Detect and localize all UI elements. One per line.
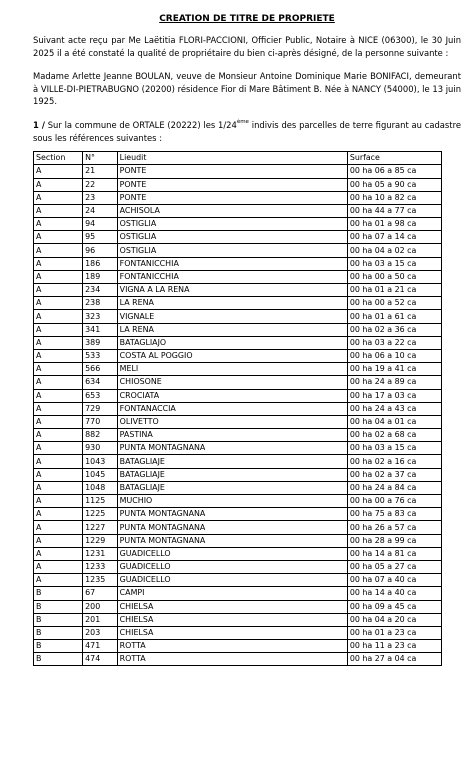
cell-surface: 00 ha 04 a 02 ca xyxy=(347,244,441,257)
document-title: CREATION DE TITRE DE PROPRIETE xyxy=(159,14,335,24)
table-row xyxy=(34,178,442,191)
header-surface: Surface xyxy=(347,152,441,165)
cell-surface: 00 ha 00 a 52 ca xyxy=(347,297,441,310)
cell-number: 23 xyxy=(83,191,118,204)
cell-lieudit: OSTIGLIA xyxy=(117,244,347,257)
table-row xyxy=(34,653,442,666)
cell-number: 67 xyxy=(83,587,118,600)
table-row xyxy=(34,547,442,560)
cell-lieudit: PUNTA MONTAGNANA xyxy=(117,442,347,455)
cell-lieudit: COSTA AL POGGIO xyxy=(117,349,347,362)
cell-lieudit: OSTIGLIA xyxy=(117,218,347,231)
cell-surface: 00 ha 75 a 83 ca xyxy=(347,508,441,521)
cell-section: A xyxy=(34,521,83,534)
cell-number: 729 xyxy=(83,402,118,415)
cell-section: A xyxy=(34,218,83,231)
table-row xyxy=(34,402,442,415)
cell-section: A xyxy=(34,204,83,217)
parcels-intro-text-a: Sur la commune de ORTALE (20222) les 1/24 xyxy=(44,119,237,130)
ordinal-superscript: ème xyxy=(236,118,249,125)
cell-lieudit: MELI xyxy=(117,363,347,376)
cell-surface: 00 ha 17 a 03 ca xyxy=(347,389,441,402)
cell-lieudit: BATAGLIAJO xyxy=(117,336,347,349)
cell-surface: 00 ha 14 a 81 ca xyxy=(347,547,441,560)
table-row xyxy=(34,389,442,402)
cell-section: A xyxy=(34,376,83,389)
deed-intro-paragraph: Suivant acte reçu par Me Laëtitia FLORI-PACCIONI, Officier Public, Notaire à NICE (06300), le 30 Juin 2025 il a été constaté la qualité de propriétaire du bien ci-après désigné, de la personne suivante : xyxy=(33,35,461,58)
cell-surface: 00 ha 24 a 43 ca xyxy=(347,402,441,415)
cell-section: A xyxy=(34,165,83,178)
cadastre-table xyxy=(33,151,442,666)
header-lieudit: Lieudit xyxy=(117,152,347,165)
table-row xyxy=(34,455,442,468)
cell-lieudit: CROCIATA xyxy=(117,389,347,402)
table-row xyxy=(34,640,442,653)
cell-lieudit: GUADICELLO xyxy=(117,547,347,560)
cell-lieudit: CHIOSONE xyxy=(117,376,347,389)
cell-surface: 00 ha 27 a 04 ca xyxy=(347,653,441,666)
cell-section: A xyxy=(34,389,83,402)
cell-surface: 00 ha 00 a 50 ca xyxy=(347,270,441,283)
cell-section: A xyxy=(34,310,83,323)
table-row xyxy=(34,270,442,283)
cell-number: 1227 xyxy=(83,521,118,534)
table-row xyxy=(34,429,442,442)
cell-surface: 00 ha 03 a 15 ca xyxy=(347,257,441,270)
header-section: Section xyxy=(34,152,83,165)
cell-section: A xyxy=(34,455,83,468)
cell-section: A xyxy=(34,429,83,442)
table-row xyxy=(34,574,442,587)
cell-number: 323 xyxy=(83,310,118,323)
cell-section: A xyxy=(34,363,83,376)
table-row xyxy=(34,626,442,639)
cell-surface: 00 ha 04 a 20 ca xyxy=(347,613,441,626)
cell-section: A xyxy=(34,297,83,310)
cell-lieudit: GUADICELLO xyxy=(117,574,347,587)
cell-section: A xyxy=(34,336,83,349)
cell-section: B xyxy=(34,613,83,626)
cell-section: A xyxy=(34,481,83,494)
cell-surface: 00 ha 09 a 45 ca xyxy=(347,600,441,613)
cell-surface: 00 ha 28 a 99 ca xyxy=(347,534,441,547)
cell-section: B xyxy=(34,587,83,600)
cell-section: A xyxy=(34,257,83,270)
cell-section: A xyxy=(34,349,83,362)
cell-surface: 00 ha 05 a 27 ca xyxy=(347,560,441,573)
cell-section: A xyxy=(34,231,83,244)
cell-section: A xyxy=(34,468,83,481)
cell-surface: 00 ha 11 a 23 ca xyxy=(347,640,441,653)
cell-section: A xyxy=(34,508,83,521)
cell-lieudit: VIGNA A LA RENA xyxy=(117,284,347,297)
cell-number: 566 xyxy=(83,363,118,376)
table-row xyxy=(34,204,442,217)
cell-surface: 00 ha 26 a 57 ca xyxy=(347,521,441,534)
cell-number: 533 xyxy=(83,349,118,362)
table-row xyxy=(34,191,442,204)
table-row xyxy=(34,521,442,534)
cell-lieudit: CHIELSA xyxy=(117,626,347,639)
cell-surface: 00 ha 07 a 14 ca xyxy=(347,231,441,244)
cell-lieudit: BATAGLIAJE xyxy=(117,481,347,494)
parcels-intro-text-b: indivis des parcelles de terre figurant au cadastre sous les références suivantes : xyxy=(33,119,461,143)
document-page xyxy=(33,14,461,666)
cell-section: B xyxy=(34,640,83,653)
cell-number: 1125 xyxy=(83,495,118,508)
table-row xyxy=(34,481,442,494)
cell-number: 200 xyxy=(83,600,118,613)
cell-number: 653 xyxy=(83,389,118,402)
table-row xyxy=(34,468,442,481)
cell-lieudit: PASTINA xyxy=(117,429,347,442)
cell-lieudit: ROTTA xyxy=(117,653,347,666)
cell-surface: 00 ha 44 a 77 ca xyxy=(347,204,441,217)
table-row xyxy=(34,560,442,573)
cell-lieudit: LA RENA xyxy=(117,323,347,336)
cell-lieudit: LA RENA xyxy=(117,297,347,310)
cell-surface: 00 ha 19 a 41 ca xyxy=(347,363,441,376)
table-row xyxy=(34,297,442,310)
table-row xyxy=(34,376,442,389)
cell-section: A xyxy=(34,323,83,336)
table-row xyxy=(34,442,442,455)
cell-section: A xyxy=(34,178,83,191)
cell-number: 1235 xyxy=(83,574,118,587)
cell-lieudit: PONTE xyxy=(117,191,347,204)
table-row xyxy=(34,323,442,336)
table-row xyxy=(34,244,442,257)
cell-lieudit: PONTE xyxy=(117,178,347,191)
section-number: 1 / xyxy=(33,119,45,130)
table-row xyxy=(34,600,442,613)
cell-number: 770 xyxy=(83,415,118,428)
cell-section: A xyxy=(34,560,83,573)
cell-number: 1231 xyxy=(83,547,118,560)
cell-number: 341 xyxy=(83,323,118,336)
cell-number: 189 xyxy=(83,270,118,283)
cell-section: A xyxy=(34,534,83,547)
table-row xyxy=(34,363,442,376)
cell-number: 930 xyxy=(83,442,118,455)
cell-number: 1048 xyxy=(83,481,118,494)
table-row xyxy=(34,284,442,297)
table-row xyxy=(34,257,442,270)
cell-surface: 00 ha 02 a 37 ca xyxy=(347,468,441,481)
cell-lieudit: ACHISOLA xyxy=(117,204,347,217)
cell-section: B xyxy=(34,653,83,666)
cell-number: 95 xyxy=(83,231,118,244)
cell-surface: 00 ha 01 a 21 ca xyxy=(347,284,441,297)
cell-lieudit: FONTANACCIA xyxy=(117,402,347,415)
cell-number: 1225 xyxy=(83,508,118,521)
table-row xyxy=(34,534,442,547)
cell-lieudit: PUNTA MONTAGNANA xyxy=(117,521,347,534)
cell-number: 389 xyxy=(83,336,118,349)
table-row xyxy=(34,218,442,231)
cell-surface: 00 ha 02 a 16 ca xyxy=(347,455,441,468)
cell-lieudit: OSTIGLIA xyxy=(117,231,347,244)
cell-lieudit: VIGNALE xyxy=(117,310,347,323)
cell-section: A xyxy=(34,244,83,257)
cell-lieudit: PONTE xyxy=(117,165,347,178)
cell-surface: 00 ha 07 a 40 ca xyxy=(347,574,441,587)
cell-lieudit: PUNTA MONTAGNANA xyxy=(117,534,347,547)
cell-number: 882 xyxy=(83,429,118,442)
cell-lieudit: BATAGLIAJE xyxy=(117,455,347,468)
cell-section: B xyxy=(34,600,83,613)
cell-surface: 00 ha 06 a 85 ca xyxy=(347,165,441,178)
cell-surface: 00 ha 06 a 10 ca xyxy=(347,349,441,362)
cell-surface: 00 ha 24 a 89 ca xyxy=(347,376,441,389)
table-row xyxy=(34,587,442,600)
cell-section: A xyxy=(34,442,83,455)
table-row xyxy=(34,495,442,508)
cell-surface: 00 ha 03 a 22 ca xyxy=(347,336,441,349)
cell-section: A xyxy=(34,270,83,283)
cell-number: 24 xyxy=(83,204,118,217)
cell-lieudit: CHIELSA xyxy=(117,600,347,613)
cell-lieudit: ROTTA xyxy=(117,640,347,653)
table-body xyxy=(34,165,442,666)
parcels-intro-paragraph xyxy=(33,119,461,144)
cell-surface: 00 ha 01 a 23 ca xyxy=(347,626,441,639)
cell-surface: 00 ha 01 a 61 ca xyxy=(347,310,441,323)
table-row xyxy=(34,310,442,323)
cell-lieudit: OLIVETTO xyxy=(117,415,347,428)
table-header-row xyxy=(34,152,442,165)
cell-number: 22 xyxy=(83,178,118,191)
cell-section: A xyxy=(34,191,83,204)
cell-lieudit: GUADICELLO xyxy=(117,560,347,573)
cell-number: 21 xyxy=(83,165,118,178)
cell-lieudit: CHIELSA xyxy=(117,613,347,626)
cell-section: A xyxy=(34,284,83,297)
cell-section: B xyxy=(34,626,83,639)
table-row xyxy=(34,231,442,244)
cell-number: 471 xyxy=(83,640,118,653)
cell-number: 634 xyxy=(83,376,118,389)
cell-section: A xyxy=(34,415,83,428)
cell-number: 186 xyxy=(83,257,118,270)
cell-number: 201 xyxy=(83,613,118,626)
cell-surface: 00 ha 01 a 98 ca xyxy=(347,218,441,231)
cell-lieudit: MUCHIO xyxy=(117,495,347,508)
cell-lieudit: PUNTA MONTAGNANA xyxy=(117,508,347,521)
cell-section: A xyxy=(34,547,83,560)
cell-lieudit: BATAGLIAJE xyxy=(117,468,347,481)
table-row xyxy=(34,508,442,521)
cell-number: 1229 xyxy=(83,534,118,547)
cell-surface: 00 ha 02 a 36 ca xyxy=(347,323,441,336)
cell-surface: 00 ha 00 a 76 ca xyxy=(347,495,441,508)
table-row xyxy=(34,415,442,428)
cell-surface: 00 ha 10 a 82 ca xyxy=(347,191,441,204)
cell-surface: 00 ha 03 a 15 ca xyxy=(347,442,441,455)
cell-surface: 00 ha 02 a 68 ca xyxy=(347,429,441,442)
cell-number: 203 xyxy=(83,626,118,639)
cell-surface: 00 ha 05 a 90 ca xyxy=(347,178,441,191)
cell-section: A xyxy=(34,574,83,587)
cell-section: A xyxy=(34,402,83,415)
table-row xyxy=(34,336,442,349)
cell-number: 1045 xyxy=(83,468,118,481)
cell-surface: 00 ha 04 a 01 ca xyxy=(347,415,441,428)
cell-lieudit: FONTANICCHIA xyxy=(117,270,347,283)
cell-lieudit: CAMPI xyxy=(117,587,347,600)
table-row xyxy=(34,165,442,178)
cell-number: 96 xyxy=(83,244,118,257)
cell-surface: 00 ha 14 a 40 ca xyxy=(347,587,441,600)
table-row xyxy=(34,349,442,362)
cell-number: 238 xyxy=(83,297,118,310)
cell-number: 474 xyxy=(83,653,118,666)
cell-number: 234 xyxy=(83,284,118,297)
header-number: N° xyxy=(83,152,118,165)
cell-lieudit: FONTANICCHIA xyxy=(117,257,347,270)
cell-surface: 00 ha 24 a 84 ca xyxy=(347,481,441,494)
cell-number: 1043 xyxy=(83,455,118,468)
owner-paragraph: Madame Arlette Jeanne BOULAN, veuve de Monsieur Antoine Dominique Marie BONIFACI, demeurant à VILLE-DI-PIETRABUGNO (20200) résidence Fior di Mare Bâtiment B. Née à NANCY (54000), le 13 juin 1925. xyxy=(33,71,461,107)
cell-number: 1233 xyxy=(83,560,118,573)
cell-number: 94 xyxy=(83,218,118,231)
cell-section: A xyxy=(34,495,83,508)
table-row xyxy=(34,613,442,626)
